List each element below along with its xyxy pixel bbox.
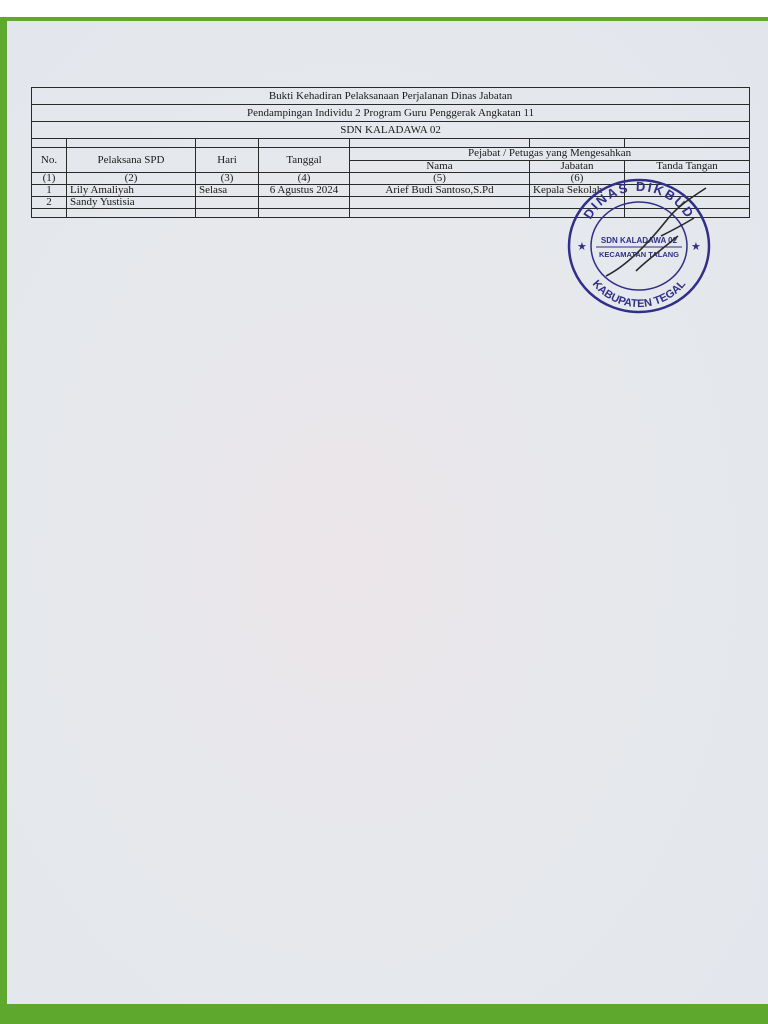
header-no: No. — [32, 148, 67, 173]
header-tanda-tangan: Tanda Tangan — [625, 160, 750, 173]
star-icon: ★ — [577, 241, 587, 253]
stamp-school-text: SDN KALADAWA 02 — [600, 236, 678, 245]
blank-cell — [67, 139, 196, 148]
doc-subtitle: Pendampingan Individu 2 Program Guru Penggerak Angkatan 11 — [32, 105, 750, 122]
column-number: (4) — [259, 173, 350, 185]
blank-cell — [196, 139, 259, 148]
blank-cell — [259, 209, 350, 218]
row-pelaksana: Lily Amaliyah — [67, 185, 196, 197]
header-nama: Nama — [350, 160, 530, 173]
row-tanggal: 6 Agustus 2024 — [259, 185, 350, 197]
row-no: 1 — [32, 185, 67, 197]
school-name: SDN KALADAWA 02 — [32, 122, 750, 139]
header-pejabat-group: Pejabat / Petugas yang Mengesahkan — [350, 148, 750, 161]
stamp-top-text: DINAS DIKBUD — [580, 178, 698, 222]
row-pelaksana: Sandy Yustisia — [67, 197, 196, 209]
row-no: 2 — [32, 197, 67, 209]
star-icon: ★ — [691, 241, 701, 253]
blank-cell — [67, 209, 196, 218]
blank-cell — [196, 209, 259, 218]
header-jabatan: Jabatan — [530, 160, 625, 173]
blank-cell — [32, 209, 67, 218]
header-pelaksana: Pelaksana SPD — [67, 148, 196, 173]
school-stamp — [566, 176, 712, 316]
column-number: (1) — [32, 173, 67, 185]
stamp-district-text: KECAMATAN TALANG — [599, 250, 679, 259]
column-number: (6) — [530, 173, 625, 185]
column-number: (3) — [196, 173, 259, 185]
blank-cell — [625, 139, 750, 148]
blank-cell — [259, 139, 350, 148]
row-nama: Arief Budi Santoso,S.Pd — [350, 185, 530, 197]
column-number: (5) — [350, 173, 530, 185]
row-jabatan: Kepala Sekolah — [530, 185, 625, 197]
row-tanggal — [259, 197, 350, 209]
blank-cell — [32, 139, 67, 148]
blank-cell — [350, 209, 530, 218]
stamp-bottom-text: KABUPATEN TEGAL — [589, 278, 689, 311]
row-nama — [350, 197, 530, 209]
header-hari: Hari — [196, 148, 259, 173]
header-tanggal: Tanggal — [259, 148, 350, 173]
row-hari — [196, 197, 259, 209]
blank-cell — [530, 139, 625, 148]
column-number: (2) — [67, 173, 196, 185]
blank-cell — [350, 139, 530, 148]
row-hari: Selasa — [196, 185, 259, 197]
doc-title: Bukti Kehadiran Pelaksanaan Perjalanan Dinas Jabatan — [32, 88, 750, 105]
stamp-inner-ring — [591, 202, 687, 290]
